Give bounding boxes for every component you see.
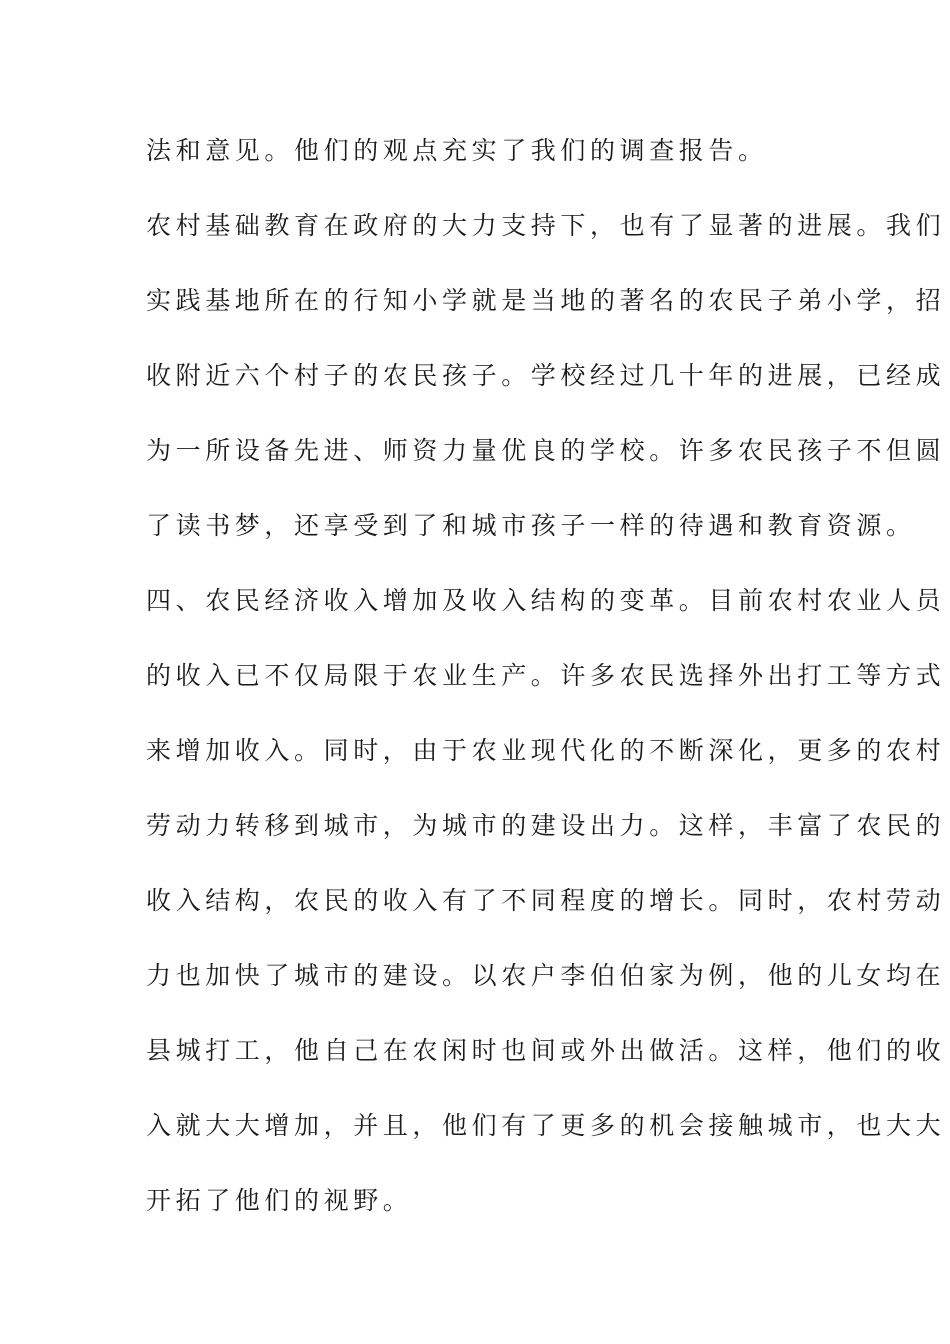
text-line: 收入结构，农民的收入有了不同程度的增长。同时，农村劳动 bbox=[146, 886, 946, 915]
text-line: 法和意见。他们的观点充实了我们的调查报告。 bbox=[146, 136, 768, 165]
text-line: 力也加快了城市的建设。以农户李伯伯家为例，他的儿女均在 bbox=[146, 961, 946, 990]
text-line: 县城打工，他自己在农闲时也间或外出做活。这样，他们的收 bbox=[146, 1036, 946, 1065]
text-line: 开拓了他们的视野。 bbox=[146, 1186, 413, 1215]
text-line: 入就大大增加，并且，他们有了更多的机会接触城市，也大大 bbox=[146, 1111, 946, 1140]
text-line: 来增加收入。同时，由于农业现代化的不断深化，更多的农村 bbox=[146, 736, 946, 765]
text-line: 四、农民经济收入增加及收入结构的变革。目前农村农业人员 bbox=[146, 586, 946, 615]
text-line: 了读书梦，还享受到了和城市孩子一样的待遇和教育资源。 bbox=[146, 511, 916, 540]
text-line: 农村基础教育在政府的大力支持下，也有了显著的进展。我们 bbox=[146, 211, 946, 240]
text-line: 为一所设备先进、师资力量优良的学校。许多农民孩子不但圆 bbox=[146, 436, 946, 465]
text-line: 收附近六个村子的农民孩子。学校经过几十年的进展，已经成 bbox=[146, 361, 946, 390]
text-line: 实践基地所在的行知小学就是当地的著名的农民子弟小学，招 bbox=[146, 286, 946, 315]
text-line: 劳动力转移到城市，为城市的建设出力。这样，丰富了农民的 bbox=[146, 811, 946, 840]
text-line: 的收入已不仅局限于农业生产。许多农民选择外出打工等方式 bbox=[146, 661, 946, 690]
